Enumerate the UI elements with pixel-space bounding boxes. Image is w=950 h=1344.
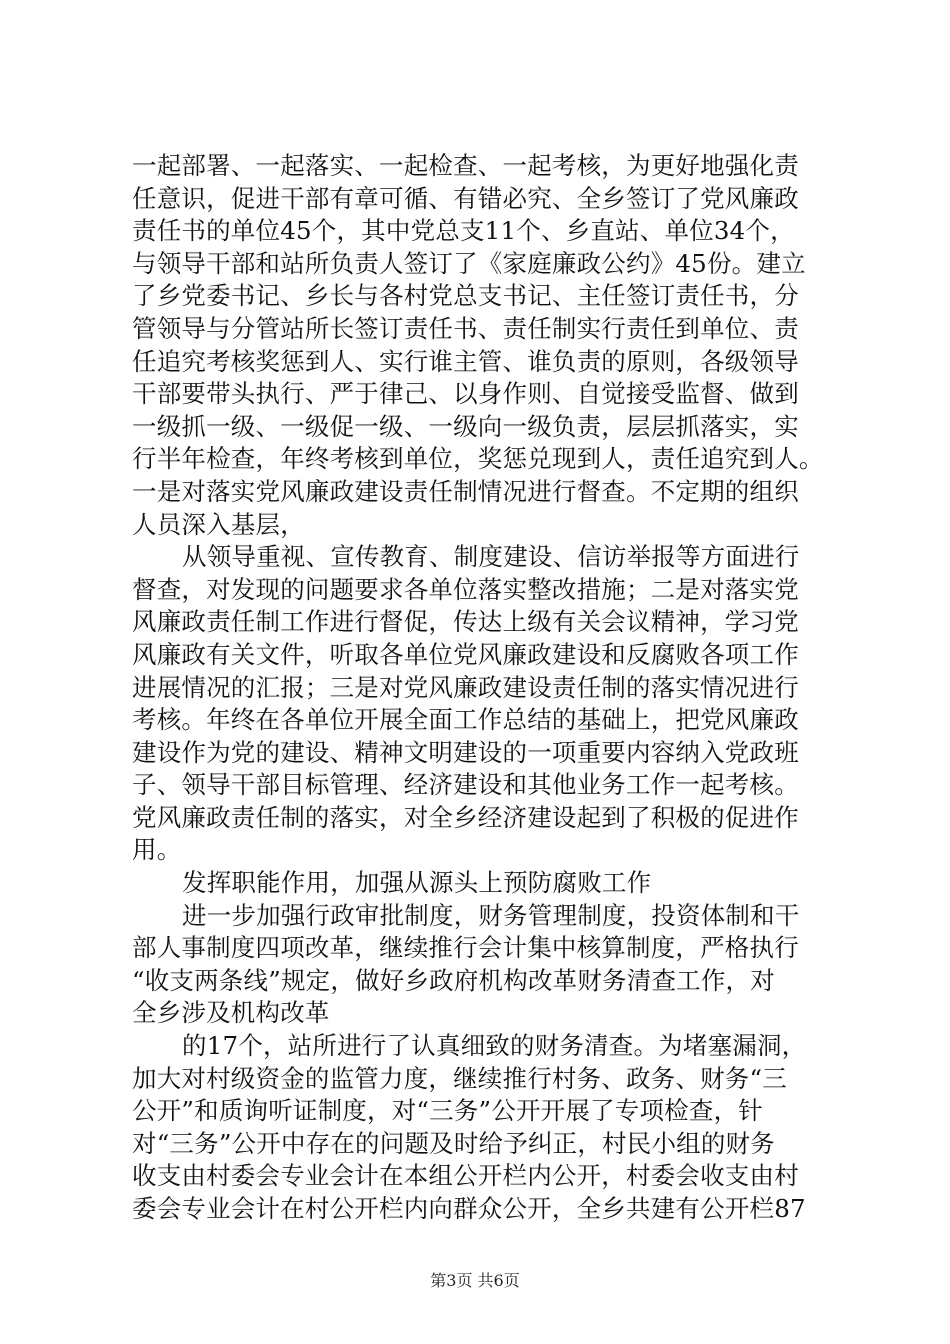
text-line: 的17个，站所进行了认真细致的财务清查。为堵塞漏洞， (182, 1031, 807, 1061)
text-line: 行半年检查，年终考核到单位，奖惩兑现到人，责任追究到人。 (132, 444, 824, 474)
text-line: 任追究考核奖惩到人、实行谁主管、谁负责的原则，各级领导 (132, 346, 799, 376)
text-line: 公开”和质询听证制度，对“三务”公开开展了专项检查，针 (132, 1096, 763, 1126)
text-line: 发挥职能作用，加强从源头上预防腐败工作 (182, 868, 652, 898)
text-line: “收支两条线”规定，做好乡政府机构改革财务清查工作，对 (132, 965, 775, 995)
text-line: 进一步加强行政审批制度，财务管理制度，投资体制和干 (182, 900, 800, 930)
text-line: 全乡涉及机构改革 (132, 998, 330, 1028)
text-line: 对“三务”公开中存在的问题及时给予纠正，村民小组的财务 (132, 1128, 775, 1158)
text-line: 进展情况的汇报；三是对党风廉政建设责任制的落实情况进行 (132, 672, 799, 702)
text-line: 与领导干部和站所负责人签订了《家庭廉政公约》45份。建立 (132, 248, 806, 278)
text-line: 风廉政有关文件，听取各单位党风廉政建设和反腐败各项工作 (132, 639, 799, 669)
text-line: 督查，对发现的问题要求各单位落实整改措施；二是对落实党 (132, 574, 799, 604)
text-line: 子、领导干部目标管理、经济建设和其他业务工作一起考核。 (132, 770, 799, 800)
text-line: 收支由村委会专业会计在本组公开栏内公开，村委会收支由村 (132, 1161, 799, 1191)
text-line: 干部要带头执行、严于律己、以身作则、自觉接受监督、做到 (132, 379, 799, 409)
text-line: 加大对村级资金的监管力度，继续推行村务、政务、财务“三 (132, 1063, 787, 1093)
text-line: 了乡党委书记、乡长与各村党总支书记、主任签订责任书，分 (132, 281, 799, 311)
text-line: 部人事制度四项改革，继续推行会计集中核算制度，严格执行 (132, 933, 799, 963)
text-line: 用。 (132, 835, 182, 865)
text-line: 考核。年终在各单位开展全面工作总结的基础上，把党风廉政 (132, 705, 799, 735)
page-footer: 第3页 共6页 (430, 1271, 520, 1290)
text-line: 风廉政责任制工作进行督促，传达上级有关会议精神，学习党 (132, 607, 799, 637)
text-line: 从领导重视、宣传教育、制度建设、信访举报等方面进行 (182, 542, 800, 572)
text-line: 责任书的单位45个，其中党总支11个、乡直站、单位34个， (132, 216, 795, 246)
text-line: 人员深入基层， (132, 509, 305, 539)
text-line: 一起部署、一起落实、一起检查、一起考核，为更好地强化责 (132, 151, 799, 180)
text-line: 一是对落实党风廉政建设责任制情况进行督查。不定期的组织 (132, 476, 799, 506)
text-line: 一级抓一级、一级促一级、一级向一级负责，层层抓落实，实 (132, 411, 799, 441)
text-line: 管领导与分管站所长签订责任书、责任制实行责任到单位、责 (132, 313, 799, 343)
text-line: 建设作为党的建设、精神文明建设的一项重要内容纳入党政班 (132, 737, 799, 767)
text-line: 党风廉政责任制的落实，对全乡经济建设起到了积极的促进作 (132, 802, 799, 832)
text-line: 任意识，促进干部有章可循、有错必究、全乡签订了党风廉政 (132, 183, 799, 213)
document-body (132, 150, 832, 1226)
text-line: 委会专业会计在村公开栏内向群众公开，全乡共建有公开栏87 (132, 1194, 806, 1223)
